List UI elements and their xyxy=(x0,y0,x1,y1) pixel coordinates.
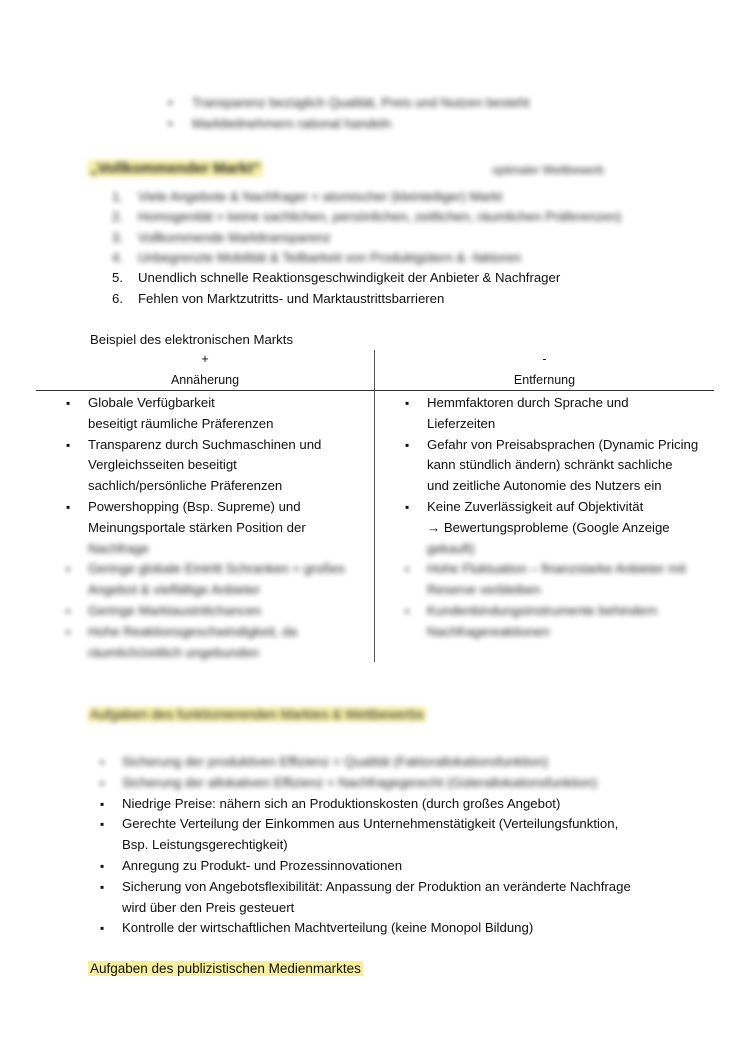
section-title-vollkommender-markt: „Vollkommender Markt“ xyxy=(90,160,261,177)
section-title-aufgaben-markt: Aufgaben des funktionierenden Marktes & Wettbewerbs xyxy=(90,707,424,722)
left-item-4: ▪ Geringe globale Eintritt Schranken = großes Angebot & vielfältige Anbieter xyxy=(88,559,368,601)
left-column xyxy=(88,393,368,663)
left-sign: + xyxy=(201,352,209,366)
aufgaben-list xyxy=(122,752,722,939)
aufgaben-item-6: ▪ Sicherung von Angebotsflexibilität: Anpassung der Produktion an veränderte Nachfrage wird über den Preis gesteuert xyxy=(122,877,722,919)
aufgaben-item-7: ▪ Kontrolle der wirtschaftlichen Machtverteilung (keine Monopol Bildung) xyxy=(122,918,722,939)
left-item-1: ▪ Globale Verfügbarkeit beseitigt räumliche Präferenzen xyxy=(88,393,368,435)
left-column-header: Annäherung xyxy=(170,373,240,387)
numbered-item-6: 6. Fehlen von Marktzutritts- und Marktaustrittsbarrieren xyxy=(112,291,445,306)
right-column-header: Entfernung xyxy=(513,373,576,387)
table-header-rule xyxy=(36,390,714,391)
left-item-6: ▪ Hohe Reaktionsgeschwindigkeit, da räumlich/zeitlich ungebunden xyxy=(88,622,368,664)
left-item-2: ▪ Transparenz durch Suchmaschinen und Vergleichsseiten beseitigt sachlich/persönliche Präferenzen xyxy=(88,435,368,497)
section-title-medienmarkt: Aufgaben des publizistischen Medienmarktes xyxy=(90,961,361,976)
numbered-item-1: 1. Viele Angebote & Nachfrager = atomischer (kleinteiliger) Markt xyxy=(112,189,503,204)
left-item-5: ▪ Geringe Marktaustrittchancen xyxy=(88,601,368,622)
table-caption: Beispiel des elektronischen Markts xyxy=(90,332,294,347)
top-bullet-1: • Transparenz bezüglich Qualität, Preis und Nutzen besteht xyxy=(192,95,529,110)
right-item-2: ▪ Gefahr von Preisabsprachen (Dynamic Pricing kann stündlich ändern) schränkt sachliche und zeitliche Autonomie des Nutzers ein xyxy=(427,435,717,497)
right-item-5: ▪ Kundenbindungsinstrumente behindern Nachfragereaktionen xyxy=(427,601,717,643)
aufgaben-item-2: ▪ Sicherung der allokativen Effizienz = Nachfragegerecht (Güterallokationsfunktion) xyxy=(122,773,722,794)
aufgaben-item-3: ▪ Niedrige Preise: nähern sich an Produktionskosten (durch großes Angebot) xyxy=(122,794,722,815)
table-column-divider xyxy=(374,350,375,662)
right-column xyxy=(427,393,717,643)
aufgaben-item-4: ▪ Gerechte Verteilung der Einkommen aus Unternehmenstätigkeit (Verteilungsfunktion, Bsp. Leistungsgerechtigkeit) xyxy=(122,814,722,856)
left-item-3: ▪ Powershopping (Bsp. Supreme) und Meinungsportale stärken Position der Nachfrage xyxy=(88,497,368,559)
right-item-3: ▪ Keine Zuverlässigkeit auf Objektivität → Bewertungsprobleme (Google Anzeige gekauft) xyxy=(427,497,717,559)
right-sign: - xyxy=(542,352,547,366)
aufgaben-item-1: ▪ Sicherung der produktiven Effizienz = Qualität (Faktorallokationsfunktion) xyxy=(122,752,722,773)
right-item-1: ▪ Hemmfaktoren durch Sprache und Lieferzeiten xyxy=(427,393,717,435)
numbered-item-2: 2. Homogenität = keine sachlichen, persönlichen, zeitlichen, räumlichen Präferenzen) xyxy=(112,209,622,224)
right-item-4: ▪ Hohe Fluktuation – finanzstarke Anbieter mit Reserve verbleiben xyxy=(427,559,717,601)
numbered-item-4: 4. Unbegrenzte Mobilität & Teilbarkeit von Produktgütern & -faktoren xyxy=(112,250,522,265)
numbered-item-3: 3. Vollkommende Markttransparenz xyxy=(112,230,331,245)
side-note: optimaler Wettbewerb xyxy=(492,165,604,177)
numbered-item-5: 5. Unendlich schnelle Reaktionsgeschwindigkeit der Anbieter & Nachfrager xyxy=(112,270,561,285)
top-bullet-2: • Marktteilnehmern rational handeln xyxy=(192,116,391,131)
aufgaben-item-5: ▪ Anregung zu Produkt- und Prozessinnovationen xyxy=(122,856,722,877)
